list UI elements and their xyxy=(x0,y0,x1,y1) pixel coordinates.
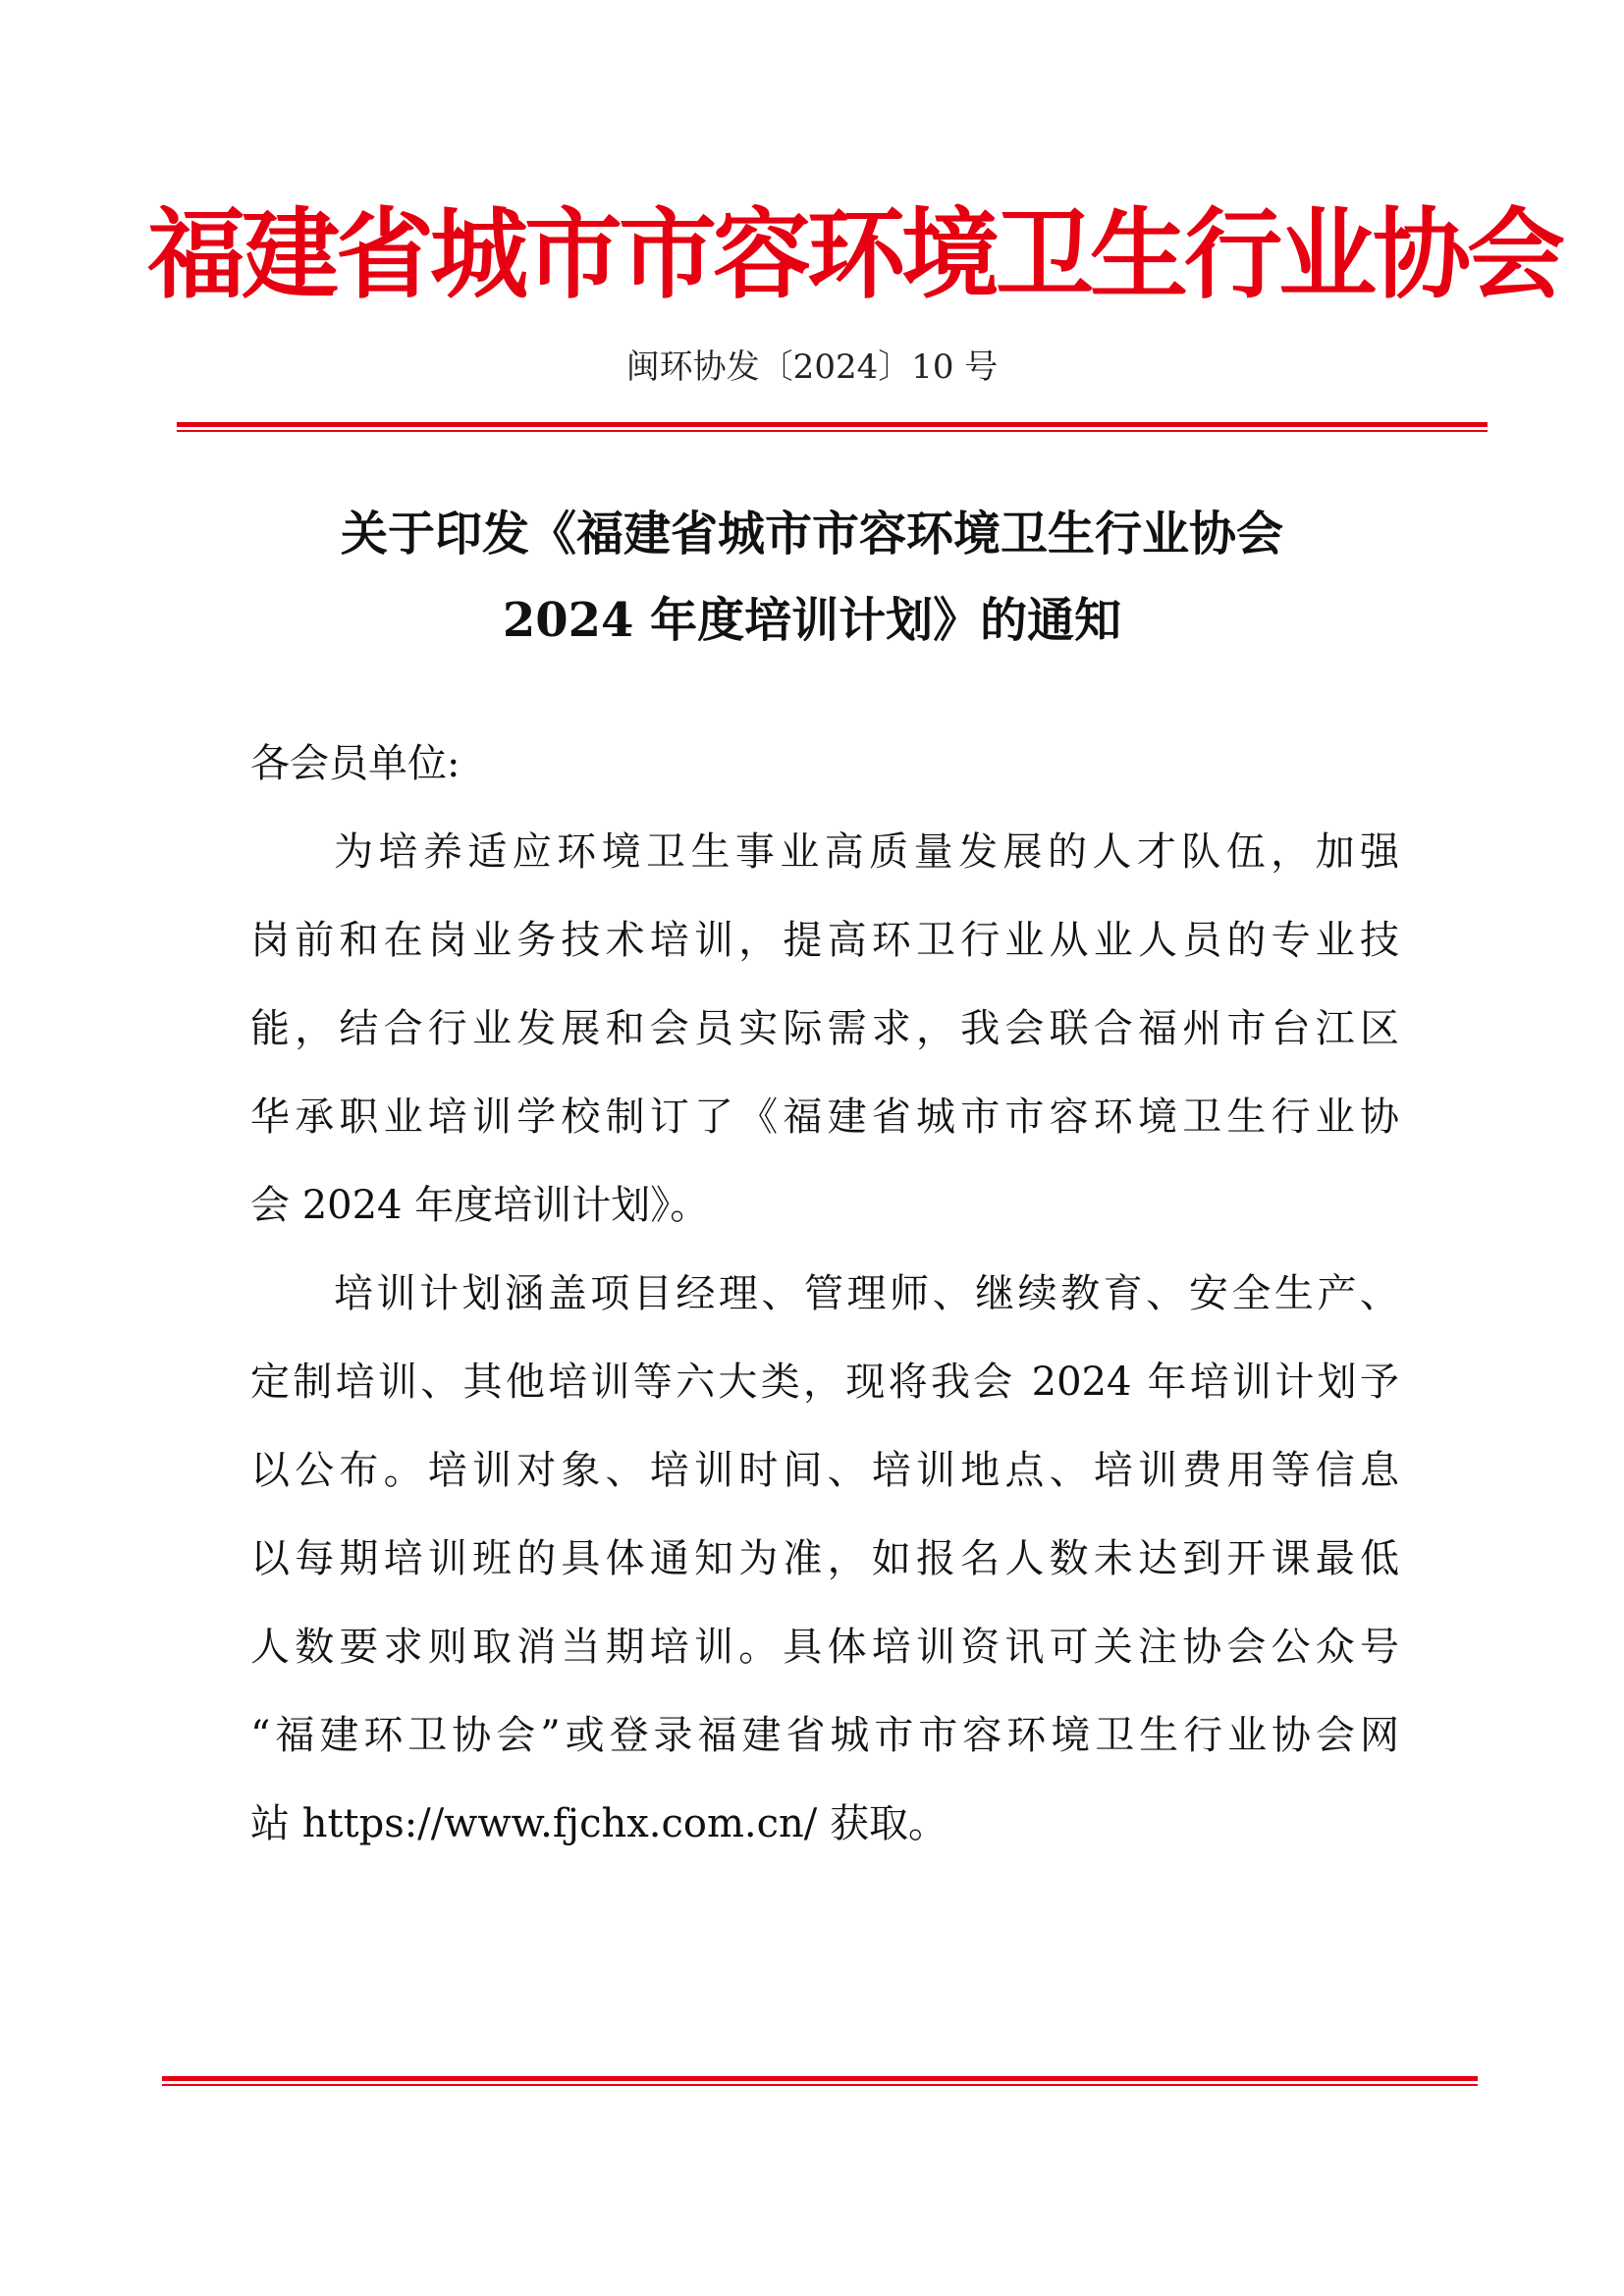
paragraph-line: 人数要求则取消当期培训。具体培训资讯可关注协会公众号 xyxy=(250,1625,1399,1670)
header-divider-thin-line xyxy=(177,430,1488,432)
paragraph-line: 为培养适应环境卫生事业高质量发展的人才队伍，加强 xyxy=(334,829,1399,875)
footer-divider-thick-line xyxy=(162,2076,1478,2081)
paragraph-line: 会 2024 年度培训计划》。 xyxy=(250,1183,710,1228)
paragraph-line: 以公布。培训对象、培训时间、培训地点、培训费用等信息 xyxy=(250,1448,1399,1493)
paragraph-line: 定制培训、其他培训等六大类，现将我会 2024 年培训计划予 xyxy=(250,1360,1399,1405)
paragraph-line: 岗前和在岗业务技术培训，提高环卫行业从业人员的专业技 xyxy=(250,918,1399,963)
notice-title-line-1: 关于印发《福建省城市市容环境卫生行业协会 xyxy=(340,507,1283,561)
paragraph-line: 培训计划涵盖项目经理、管理师、继续教育、安全生产、 xyxy=(334,1271,1399,1316)
paragraph-2 xyxy=(250,1250,1399,1868)
header-divider-thick-line xyxy=(177,422,1488,427)
paragraph-line-with-website-link: 站 https://www.fjchx.com.cn/ 获取。 xyxy=(250,1801,947,1846)
organization-name-header: 福建省城市市容环境卫生行业协会 xyxy=(147,197,1561,312)
document-number: 闽环协发〔2024〕10 号 xyxy=(625,347,999,387)
footer-divider-thin-line xyxy=(162,2084,1478,2086)
salutation: 各会员单位: xyxy=(250,741,460,786)
notice-title xyxy=(196,491,1428,664)
paragraph-line: 以每期培训班的具体通知为准，如报名人数未达到开课最低 xyxy=(250,1536,1399,1581)
paragraph-line: 华承职业培训学校制订了《福建省城市市容环境卫生行业协 xyxy=(250,1095,1399,1140)
paragraph-line: 能，结合行业发展和会员实际需求，我会联合福州市台江区 xyxy=(250,1006,1399,1051)
paragraph-line: “福建环卫协会”或登录福建省城市市容环境卫生行业协会网 xyxy=(250,1713,1399,1758)
notice-title-line-2: 2024 年度培训计划》的通知 xyxy=(502,593,1122,648)
paragraph-1 xyxy=(250,808,1399,1250)
